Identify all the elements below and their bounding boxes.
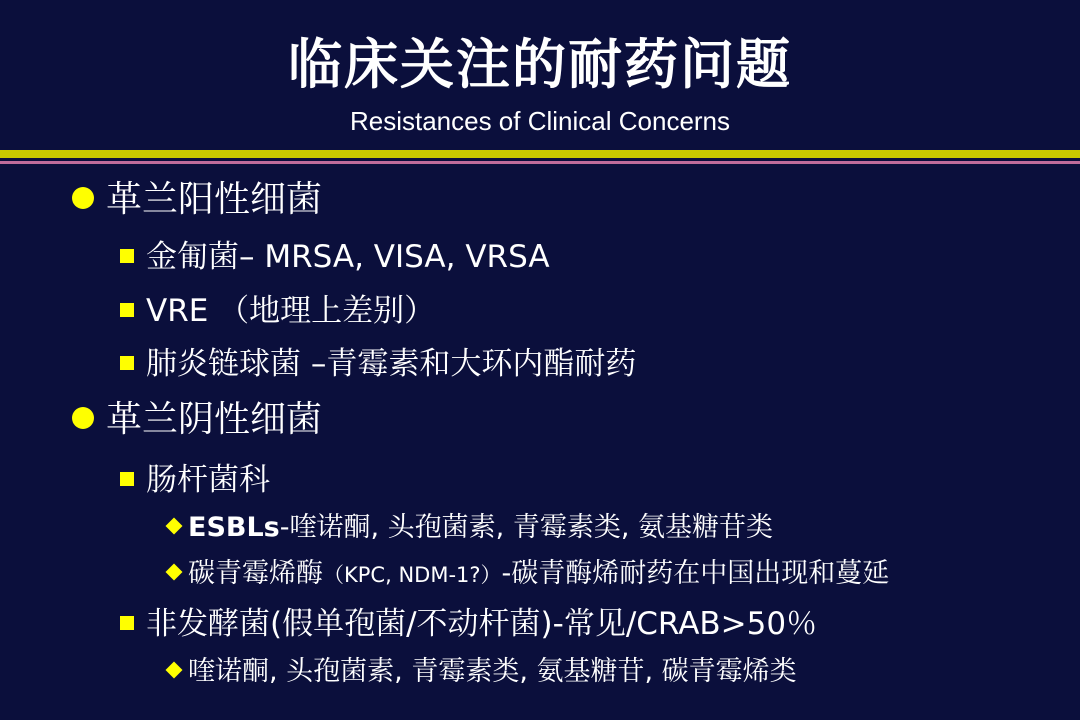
list-item-text: 金匍菌– MRSA, VISA, VRSA xyxy=(146,239,550,275)
sub-list-item-text: 碳青霉烯酶 xyxy=(188,558,323,589)
sub-list-item xyxy=(166,510,773,546)
bullet-square-icon xyxy=(120,472,134,486)
bullet-square-icon xyxy=(120,616,134,630)
bullet-diamond-icon xyxy=(166,517,183,534)
section-heading-text: 革兰阴性细菌 xyxy=(106,399,323,440)
list-item xyxy=(120,460,270,500)
slide-subtitle: Resistances of Clinical Concerns xyxy=(349,106,731,136)
list-item xyxy=(120,344,636,384)
sub-list-item-text: -喹诺酮, 头孢菌素, 青霉素类, 氨基糖苷类 xyxy=(279,512,773,543)
bullet-square-icon xyxy=(120,356,134,370)
title-divider-thin xyxy=(0,161,1080,164)
section-heading-gram-positive xyxy=(72,178,322,222)
list-item xyxy=(120,237,550,277)
list-item-text: 肠杆菌科 xyxy=(146,462,270,498)
bullet-square-icon xyxy=(120,249,134,263)
sub-list-item-text: -碳青酶烯耐药在中国出现和蔓延 xyxy=(501,558,890,589)
sub-list-item xyxy=(166,654,797,690)
bullet-circle-icon xyxy=(72,407,94,429)
list-item-text: 肺炎链球菌 –青霉素和大环内酯耐药 xyxy=(146,346,637,382)
esbls-label: ESBLs xyxy=(188,512,280,543)
section-heading-text: 革兰阳性细菌 xyxy=(106,179,323,220)
section-heading-gram-negative xyxy=(72,398,322,442)
bullet-diamond-icon xyxy=(166,661,183,678)
slide-title: 临床关注的耐药问题 xyxy=(288,33,792,96)
sub-list-item xyxy=(166,556,889,593)
list-item xyxy=(120,291,435,331)
bullet-square-icon xyxy=(120,303,134,317)
bullet-diamond-icon xyxy=(166,563,183,580)
list-item-text: VRE （地理上差别） xyxy=(146,293,436,329)
list-item xyxy=(120,604,817,644)
sub-list-item-note: （KPC, NDM-1?） xyxy=(323,563,502,587)
list-item-text: 非发酵菌(假单孢菌/不动杆菌)-常见/CRAB>50％ xyxy=(146,606,818,642)
title-divider xyxy=(0,150,1080,158)
sub-list-item-text: 喹诺酮, 头孢菌素, 青霉素类, 氨基糖苷, 碳青霉烯类 xyxy=(188,656,797,687)
bullet-circle-icon xyxy=(72,187,94,209)
